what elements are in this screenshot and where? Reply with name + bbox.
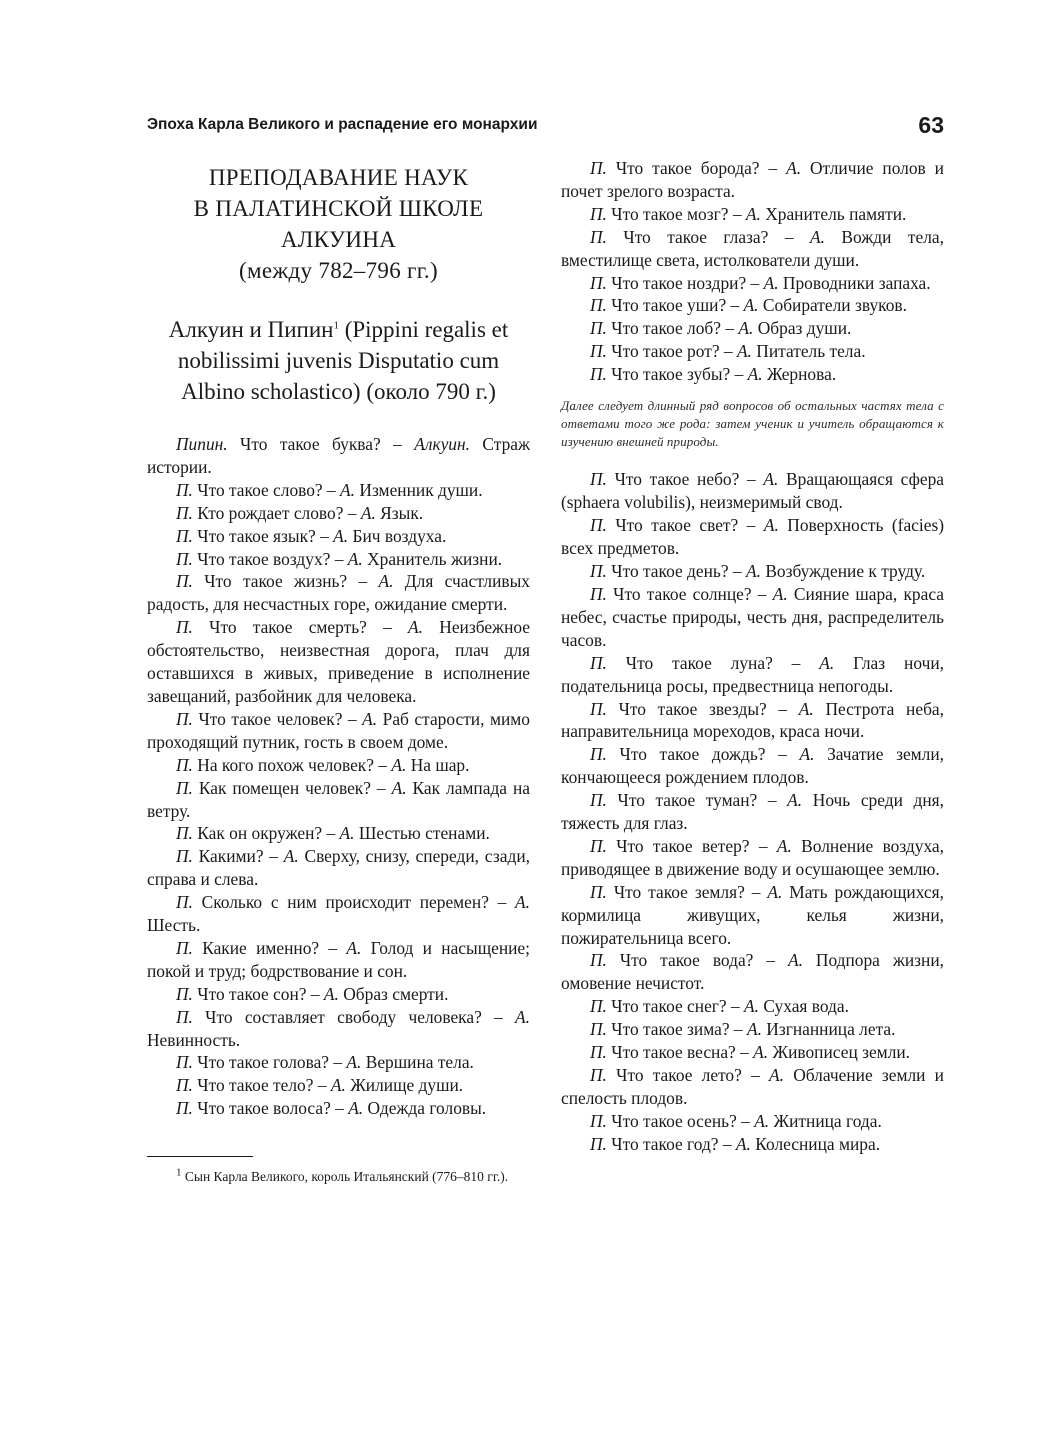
speaker-question: П. xyxy=(590,364,607,385)
speaker-answer: А. xyxy=(346,1052,362,1073)
question-text: Что такое буква? – xyxy=(227,434,415,454)
speaker-answer: Алкуин. xyxy=(414,434,470,454)
dialogue-line xyxy=(561,294,944,317)
answer-text: Образ смерти. xyxy=(338,983,449,1004)
question-text: Что такое рот? – xyxy=(606,341,737,362)
dialogue-line xyxy=(147,845,530,891)
dialogue-line xyxy=(561,652,944,698)
speaker-question: П. xyxy=(176,1075,193,1096)
speaker-answer: А. xyxy=(767,881,783,902)
question-text: Какими? – xyxy=(192,846,284,867)
dialogue-line xyxy=(561,272,944,295)
question-text: Что такое луна? – xyxy=(606,652,820,673)
dialogue-line xyxy=(561,363,944,386)
answer-text: Жернова. xyxy=(762,364,837,385)
speaker-question: П. xyxy=(590,272,607,293)
footnote xyxy=(147,1167,530,1186)
dialogue-line xyxy=(561,698,944,744)
speaker-question: П. xyxy=(176,892,193,913)
answer-text: Сверху, снизу, спереди, сзади, справа и слева. xyxy=(147,846,530,890)
speaker-answer: А. xyxy=(787,950,803,971)
speaker-answer: А. xyxy=(745,561,761,582)
speaker-answer: А. xyxy=(763,469,779,490)
answer-text: Сухая вода. xyxy=(759,996,849,1017)
speaker-answer: А. xyxy=(362,708,378,729)
speaker-answer: А. xyxy=(738,318,754,339)
speaker-question: П. xyxy=(176,1098,193,1119)
title-line: В ПАЛАТИНСКОЙ ШКОЛЕ xyxy=(193,196,484,221)
question-text: Что такое воздух? – xyxy=(192,548,348,569)
question-text: Что такое лето? – xyxy=(606,1065,769,1086)
speaker-answer: А. xyxy=(378,571,394,592)
question-text: Что такое снег? – xyxy=(606,996,745,1017)
speaker-question: П. xyxy=(590,1065,607,1086)
dialogue-line xyxy=(561,226,944,272)
speaker-answer: А. xyxy=(515,892,530,913)
speaker-question: П. xyxy=(176,617,193,638)
question-text: Как он окружен? – xyxy=(192,823,340,844)
dialogue-line xyxy=(561,995,944,1018)
answer-text: Собиратели звуков. xyxy=(758,295,907,316)
speaker-answer: А. xyxy=(763,272,779,293)
speaker-question: П. xyxy=(176,548,193,569)
speaker-question: П. xyxy=(176,937,193,958)
answer-text: Неизбежное обстоятельство, неизвестная дорога, плач для оставшихся в живых, приведение в исполнение завещаний, разбойник для человека. xyxy=(147,617,531,706)
answer-text: Ночь среди дня, тяжесть для глаз. xyxy=(561,790,944,834)
dialogue-right-nature xyxy=(561,468,944,1155)
dialogue-line xyxy=(147,1006,530,1052)
question-text: Как помещен человек? – xyxy=(192,777,392,798)
speaker-answer: А. xyxy=(330,1075,346,1096)
answer-text: Подпора жизни, омовение нечистот. xyxy=(561,950,944,994)
editor-note: Далее следует длинный ряд вопросов об остальных частях тела с ответами того же рода: затем ученик и учитель обращаются к изучению внешней природы. xyxy=(561,398,944,449)
page-number: 63 xyxy=(918,112,944,138)
speaker-answer: А. xyxy=(391,754,407,775)
question-text: Что составляет свободу человека? – xyxy=(192,1006,516,1027)
speaker-question: П. xyxy=(590,583,607,604)
question-text: Что такое весна? – xyxy=(606,1042,754,1063)
answer-text: Глаз ночи, подательница росы, предвестница непогоды. xyxy=(561,652,944,696)
answer-text: Изгнанница лета. xyxy=(761,1019,896,1040)
dialogue-line xyxy=(147,525,530,548)
dialogue-line xyxy=(147,777,530,823)
dialogue-line xyxy=(561,317,944,340)
answer-text: Вершина тела. xyxy=(361,1052,474,1073)
speaker-question: П. xyxy=(590,881,607,902)
answer-text: Пестрота неба, направительница мореходов, краса ночи. xyxy=(561,698,944,742)
dialogue-line xyxy=(561,1018,944,1041)
footnote-ref: 1 xyxy=(333,319,339,332)
dialogue-line xyxy=(561,1064,944,1110)
question-text: Что такое ветер? – xyxy=(606,835,777,856)
answer-text: Облачение земли и спелость плодов. xyxy=(561,1065,944,1108)
speaker-answer: А. xyxy=(340,479,356,500)
speaker-question: П. xyxy=(590,341,607,362)
speaker-answer: А. xyxy=(772,583,788,604)
question-text: Что такое мозг? – xyxy=(606,203,746,224)
question-text: Кто рождает слово? – xyxy=(192,502,361,523)
answer-text: Хранитель жизни. xyxy=(362,548,503,569)
answer-text: Отличие полов и почет зрелого возраста. xyxy=(561,158,944,201)
answer-text: На шар. xyxy=(406,754,470,775)
question-text: Что такое слово? – xyxy=(192,479,341,500)
speaker-answer: А. xyxy=(347,548,363,569)
dialogue-right-body xyxy=(561,157,944,386)
speaker-question: П. xyxy=(590,790,607,811)
dialogue-line xyxy=(147,479,530,502)
question-text: Что такое глаза? – xyxy=(606,226,810,247)
dialogue-line xyxy=(561,560,944,583)
speaker-question: П. xyxy=(590,158,607,178)
speaker-question: П. xyxy=(590,744,607,765)
question-text: На кого похож человек? – xyxy=(192,754,392,775)
question-text: Что такое тело? – xyxy=(192,1075,331,1096)
answer-text: Изменник души. xyxy=(355,479,483,500)
question-text: Что такое язык? – xyxy=(192,525,334,546)
question-text: Что такое дождь? – xyxy=(606,744,800,765)
speaker-question: П. xyxy=(176,846,193,867)
footnote-mark: 1 xyxy=(176,1166,182,1179)
speaker-question: П. xyxy=(590,561,607,582)
speaker-answer: А. xyxy=(798,698,814,719)
question-text: Что такое смерть? – xyxy=(192,617,409,638)
speaker-question: П. xyxy=(176,983,193,1004)
speaker-question: П. xyxy=(590,950,607,971)
speaker-question: П. xyxy=(176,571,193,592)
speaker-answer: А. xyxy=(744,996,760,1017)
dialogue-line xyxy=(147,548,530,571)
speaker-question: П. xyxy=(590,318,607,339)
speaker-answer: А. xyxy=(735,1133,751,1154)
question-text: Что такое голова? – xyxy=(192,1052,347,1073)
dialogue-line xyxy=(561,157,944,203)
speaker-answer: А. xyxy=(786,158,802,178)
speaker-answer: А. xyxy=(333,525,349,546)
question-text: Что такое год? – xyxy=(606,1133,736,1154)
speaker-answer: А. xyxy=(787,790,803,811)
speaker-answer: А. xyxy=(768,1065,784,1086)
dialogue-line xyxy=(147,754,530,777)
question-text: Что такое ноздри? – xyxy=(606,272,764,293)
speaker-question: П. xyxy=(176,708,193,729)
speaker-answer: А. xyxy=(746,1019,762,1040)
speaker-answer: А. xyxy=(747,364,763,385)
question-text: Что такое осень? – xyxy=(606,1110,755,1131)
speaker-question: П. xyxy=(176,525,193,546)
question-text: Что такое сон? – xyxy=(192,983,324,1004)
answer-text: Язык. xyxy=(375,502,424,523)
answer-text: Одежда головы. xyxy=(363,1098,487,1119)
dialogue-line xyxy=(561,789,944,835)
dialogue-line xyxy=(147,1097,530,1120)
dialogue-line xyxy=(561,743,944,789)
speaker-answer: А. xyxy=(283,846,299,867)
answer-text: Волнение воздуха, приводящее в движение воду и осушающее землю. xyxy=(561,835,944,879)
answer-text: Бич воздуха. xyxy=(348,525,447,546)
dialogue-line xyxy=(561,1041,944,1064)
dialogue-line xyxy=(561,835,944,881)
dialogue-line xyxy=(147,891,530,937)
speaker-answer: А. xyxy=(776,835,792,856)
dialogue-line xyxy=(147,822,530,845)
running-head: Эпоха Карла Великого и распадение его монархии xyxy=(147,116,538,133)
title-date: (между 782–796 гг.) xyxy=(239,258,438,283)
title-line: АЛКУИНА xyxy=(280,227,397,252)
speaker-answer: А. xyxy=(323,983,339,1004)
speaker-answer: А. xyxy=(809,226,825,247)
dialogue-line xyxy=(561,881,944,950)
article-title xyxy=(147,162,530,286)
question-text: Что такое свет? – xyxy=(606,515,764,536)
answer-text: Поверхность (facies) всех предметов. xyxy=(561,515,945,559)
speaker-answer: А. xyxy=(408,617,424,638)
dialogue-line xyxy=(561,583,944,652)
question-text: Что такое звезды? – xyxy=(606,698,799,719)
answer-text: Возбуждение к труду. xyxy=(760,561,926,582)
speaker-answer: А. xyxy=(391,777,407,798)
speaker-answer: А. xyxy=(346,937,362,958)
speaker-question: П. xyxy=(590,203,607,224)
speaker-question: П. xyxy=(590,835,607,856)
left-column xyxy=(147,157,530,1186)
dialogue-line xyxy=(561,514,944,560)
question-text: Что такое человек? – xyxy=(192,708,363,729)
speaker-question: П. xyxy=(590,1133,607,1154)
answer-text: Зачатие земли, кончающееся рождением плодов. xyxy=(561,744,945,788)
speaker-answer: А. xyxy=(753,1042,769,1063)
dialogue-line xyxy=(561,468,944,514)
answer-text: Колесница мира. xyxy=(750,1133,881,1154)
answer-text: Страж истории. xyxy=(147,434,530,477)
question-text: Что такое земля? – xyxy=(606,881,768,902)
speaker-question: П. xyxy=(590,515,607,536)
question-text: Что такое борода? – xyxy=(606,158,787,178)
speaker-question: Пипин. xyxy=(176,434,228,454)
question-text: Сколько с ним происходит перемен? – xyxy=(192,892,516,913)
dialogue-line xyxy=(147,570,530,616)
speaker-answer: А. xyxy=(743,295,759,316)
speaker-question: П. xyxy=(590,469,607,490)
speaker-question: П. xyxy=(590,652,607,673)
dialogue-left xyxy=(147,433,530,1120)
answer-text: Вращающаяся сфера (sphaera volubilis), неизмеримый свод. xyxy=(561,469,944,513)
answer-text: Проводники запаха. xyxy=(778,272,931,293)
speaker-question: П. xyxy=(176,823,193,844)
answer-text: Для счастливых радость, для несчастных горе, ожидание смерти. xyxy=(147,571,530,615)
answer-text: Вожди тела, вместилище света, истолкователи души. xyxy=(561,226,944,270)
dialogue-line xyxy=(147,1051,530,1074)
dialogue-line xyxy=(147,433,530,479)
answer-text: Живописец земли. xyxy=(768,1042,911,1063)
speaker-answer: А. xyxy=(745,203,761,224)
question-text: Что такое уши? – xyxy=(606,295,744,316)
answer-text: Жилище души. xyxy=(345,1075,464,1096)
answer-text: Житница года. xyxy=(769,1110,882,1131)
speaker-question: П. xyxy=(176,1052,193,1073)
footnote-divider xyxy=(147,1156,253,1157)
subtitle-text: Алкуин и Пипин xyxy=(168,317,334,342)
answer-text: Мать рождающихся, кормилица живущих, келья жизни, пожирательница всего. xyxy=(561,881,945,948)
speaker-question: П. xyxy=(590,698,607,719)
speaker-question: П. xyxy=(176,754,193,775)
dialogue-line xyxy=(561,949,944,995)
answer-text: Раб старости, мимо проходящий путник, гость в своем доме. xyxy=(147,708,530,752)
speaker-question: П. xyxy=(590,1019,607,1040)
speaker-question: П. xyxy=(176,502,193,523)
speaker-answer: А. xyxy=(736,341,752,362)
dialogue-line xyxy=(561,203,944,226)
question-text: Что такое небо? – xyxy=(606,469,764,490)
speaker-question: П. xyxy=(176,777,193,798)
answer-text: Образ души. xyxy=(753,318,852,339)
answer-text: Хранитель памяти. xyxy=(760,203,907,224)
speaker-answer: А. xyxy=(763,515,779,536)
question-text: Что такое волоса? – xyxy=(192,1098,349,1119)
question-text: Что такое день? – xyxy=(606,561,746,582)
speaker-answer: А. xyxy=(819,652,835,673)
dialogue-line xyxy=(147,983,530,1006)
answer-text: Шестью стенами. xyxy=(354,823,490,844)
answer-text: Голод и насыщение; покой и труд; бодрствование и сон. xyxy=(147,937,530,981)
question-text: Что такое зубы? – xyxy=(606,364,748,385)
dialogue-line xyxy=(147,502,530,525)
question-text: Что такое туман? – xyxy=(606,790,788,811)
speaker-answer: А. xyxy=(515,1006,530,1027)
dialogue-line xyxy=(147,937,530,983)
speaker-question: П. xyxy=(590,1042,607,1063)
speaker-question: П. xyxy=(590,295,607,316)
speaker-question: П. xyxy=(590,996,607,1017)
speaker-answer: А. xyxy=(360,502,376,523)
speaker-question: П. xyxy=(176,479,193,500)
footnote-text: Сын Карла Великого, король Итальянский (776–810 гг.). xyxy=(181,1169,509,1185)
speaker-answer: А. xyxy=(348,1098,364,1119)
subtitle-latin: (Pippini regalis et nobilissimi juvenis Disputatio cum Albino scholastico) (около 790 г.) xyxy=(177,317,509,404)
dialogue-line xyxy=(561,1110,944,1133)
speaker-question: П. xyxy=(590,226,607,247)
dialogue-line xyxy=(561,340,944,363)
dialogue-line xyxy=(561,1133,944,1156)
answer-text: Как лампада на ветру. xyxy=(147,777,530,821)
speaker-answer: А. xyxy=(754,1110,770,1131)
dialogue-line xyxy=(147,708,530,754)
article-subtitle xyxy=(147,314,530,407)
question-text: Что такое зима? – xyxy=(606,1019,747,1040)
speaker-answer: А. xyxy=(339,823,355,844)
speaker-question: П. xyxy=(176,1006,193,1027)
question-text: Что такое солнце? – xyxy=(606,583,773,604)
question-text: Что такое вода? – xyxy=(606,950,788,971)
answer-text: Невинность. xyxy=(147,1029,241,1050)
answer-text: Сияние шара, краса небес, счастье природы, честь дня, распределитель часов. xyxy=(561,583,944,650)
answer-text: Питатель тела. xyxy=(751,341,866,362)
dialogue-line xyxy=(147,616,530,708)
dialogue-line xyxy=(147,1074,530,1097)
title-line: ПРЕПОДАВАНИЕ НАУК xyxy=(208,165,469,190)
speaker-question: П. xyxy=(590,1110,607,1131)
question-text: Что такое жизнь? – xyxy=(192,571,379,592)
right-column xyxy=(561,157,944,1156)
speaker-answer: А. xyxy=(799,744,815,765)
question-text: Какие именно? – xyxy=(192,937,347,958)
answer-text: Шесть. xyxy=(147,915,201,936)
question-text: Что такое лоб? – xyxy=(606,318,739,339)
